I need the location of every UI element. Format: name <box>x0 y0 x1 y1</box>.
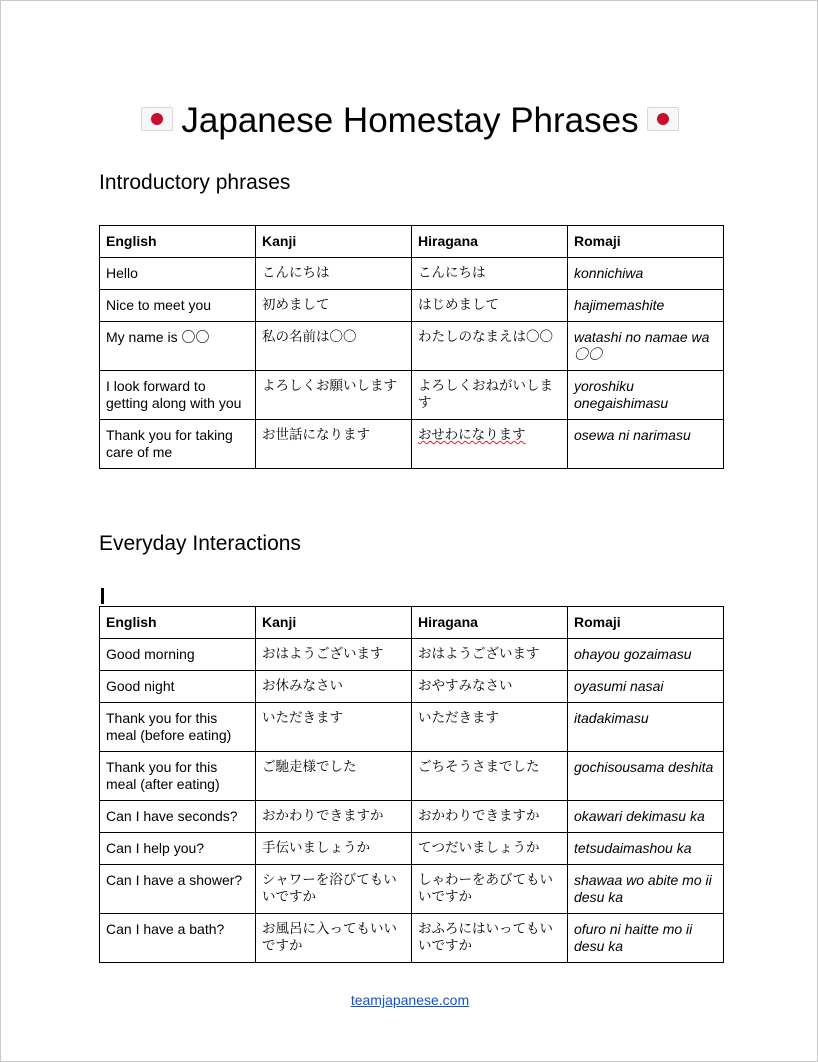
table-row <box>100 801 724 833</box>
english-cell: Nice to meet you <box>100 290 256 322</box>
romaji-cell: itadakimasu <box>568 703 724 752</box>
table-row <box>100 322 724 371</box>
romaji-cell: okawari dekimasu ka <box>568 801 724 833</box>
kanji-cell: いただきます <box>256 703 412 752</box>
kanji-cell: お休みなさい <box>256 671 412 703</box>
website-link[interactable]: teamjapanese.com <box>350 992 470 1008</box>
table-row <box>100 865 724 914</box>
page-title-text: Japanese Homestay Phrases <box>181 101 639 140</box>
romaji-cell: hajimemashite <box>568 290 724 322</box>
phrase-table-introductory <box>99 225 724 469</box>
romaji-cell: yoroshiku onegaishimasu <box>568 371 724 420</box>
table-row <box>100 833 724 865</box>
hiragana-cell: おはようございます <box>412 639 568 671</box>
column-header-romaji: Romaji <box>568 226 724 258</box>
text-cursor[interactable] <box>101 588 104 604</box>
hiragana-cell: てつだいましょうか <box>412 833 568 865</box>
table-row <box>100 639 724 671</box>
romaji-cell: tetsudaimashou ka <box>568 833 724 865</box>
romaji-cell: osewa ni narimasu <box>568 420 724 469</box>
column-header-english: English <box>100 607 256 639</box>
hiragana-cell: わたしのなまえは〇〇 <box>412 322 568 371</box>
romaji-cell: shawaa wo abite mo ii desu ka <box>568 865 724 914</box>
table-header-row <box>100 226 724 258</box>
table-row <box>100 671 724 703</box>
phrase-table-everyday <box>99 606 724 963</box>
table-row <box>100 752 724 801</box>
english-cell: Thank you for this meal (before eating) <box>100 703 256 752</box>
hiragana-cell: はじめまして <box>412 290 568 322</box>
english-cell: Can I help you? <box>100 833 256 865</box>
kanji-cell: おかわりできますか <box>256 801 412 833</box>
romaji-cell: ohayou gozaimasu <box>568 639 724 671</box>
hiragana-cell: いただきます <box>412 703 568 752</box>
english-cell: Good night <box>100 671 256 703</box>
english-cell: Can I have seconds? <box>100 801 256 833</box>
footer <box>1 992 818 1008</box>
table-header-row <box>100 607 724 639</box>
kanji-cell: 手伝いましょうか <box>256 833 412 865</box>
english-cell: Good morning <box>100 639 256 671</box>
english-cell: My name is 〇〇 <box>100 322 256 371</box>
english-cell: Hello <box>100 258 256 290</box>
hiragana-cell: よろしくおねがいします <box>412 371 568 420</box>
romaji-cell: gochisousama deshita <box>568 752 724 801</box>
table-row <box>100 258 724 290</box>
english-cell: Can I have a shower? <box>100 865 256 914</box>
hiragana-cell: おやすみなさい <box>412 671 568 703</box>
kanji-cell: お世話になります <box>256 420 412 469</box>
hiragana-cell <box>412 420 568 469</box>
romaji-cell: oyasumi nasai <box>568 671 724 703</box>
table-row <box>100 914 724 963</box>
column-header-hiragana: Hiragana <box>412 607 568 639</box>
english-cell: I look forward to getting along with you <box>100 371 256 420</box>
section-heading-everyday: Everyday Interactions <box>99 532 301 555</box>
column-header-english: English <box>100 226 256 258</box>
english-cell: Thank you for this meal (after eating) <box>100 752 256 801</box>
table-row <box>100 703 724 752</box>
kanji-cell: ご馳走様でした <box>256 752 412 801</box>
romaji-cell: ofuro ni haitte mo ii desu ka <box>568 914 724 963</box>
kanji-cell: 私の名前は〇〇 <box>256 322 412 371</box>
section-heading-introductory: Introductory phrases <box>99 171 291 194</box>
hiragana-cell: ごちそうさまでした <box>412 752 568 801</box>
page-title <box>1 99 818 143</box>
english-cell: Thank you for taking care of me <box>100 420 256 469</box>
table-row <box>100 290 724 322</box>
column-header-hiragana: Hiragana <box>412 226 568 258</box>
kanji-cell: こんにちは <box>256 258 412 290</box>
romaji-cell: watashi no namae wa 〇〇 <box>568 322 724 371</box>
table-row <box>100 420 724 469</box>
japan-flag-icon <box>647 107 679 131</box>
hiragana-cell: おかわりできますか <box>412 801 568 833</box>
column-header-kanji: Kanji <box>256 607 412 639</box>
kanji-cell: よろしくお願いします <box>256 371 412 420</box>
hiragana-cell: おふろにはいってもいいですか <box>412 914 568 963</box>
kanji-cell: おはようございます <box>256 639 412 671</box>
hiragana-cell: こんにちは <box>412 258 568 290</box>
japan-flag-icon <box>141 107 173 131</box>
hiragana-cell: しゃわーをあびてもいいですか <box>412 865 568 914</box>
column-header-kanji: Kanji <box>256 226 412 258</box>
kanji-cell: シャワーを浴びてもいいですか <box>256 865 412 914</box>
column-header-romaji: Romaji <box>568 607 724 639</box>
romaji-cell: konnichiwa <box>568 258 724 290</box>
table-row <box>100 371 724 420</box>
kanji-cell: お風呂に入ってもいいですか <box>256 914 412 963</box>
hiragana-cell-text: おせわになります <box>418 427 526 443</box>
kanji-cell: 初めまして <box>256 290 412 322</box>
english-cell: Can I have a bath? <box>100 914 256 963</box>
